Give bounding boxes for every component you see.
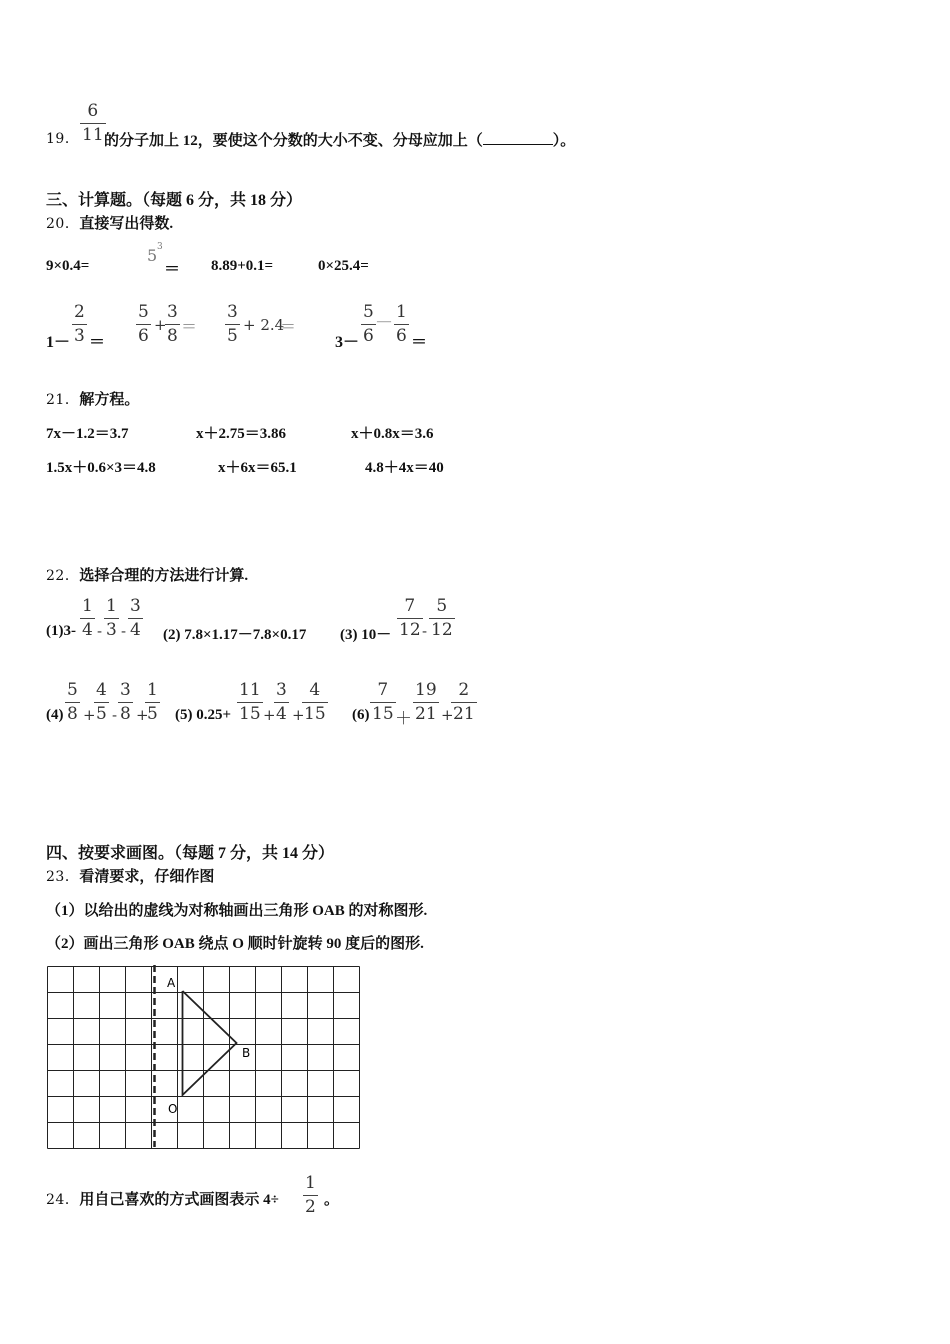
point-o-label: O xyxy=(168,1102,178,1116)
fraction-3-4-b: 3 4 xyxy=(276,680,287,724)
p6-label: (6) xyxy=(352,707,370,723)
q20-r2-c-equals: ＝ xyxy=(280,319,297,336)
fraction-7-15: 7 15 xyxy=(372,680,394,724)
fraction-3-4: 3 4 xyxy=(130,596,141,640)
fraction-19-21: 19 21 xyxy=(415,680,437,724)
fraction-1-3: 1 3 xyxy=(106,596,117,640)
requirement-2: （2）画出三角形 OAB 绕点 O 顺时针旋转 90 度后的图形. xyxy=(46,936,424,952)
question-23-heading: 23．看清要求，仔细作图 xyxy=(46,869,215,885)
fraction-6-11: 6 11 xyxy=(82,101,104,145)
p3-label: (3) 10－ xyxy=(340,627,392,643)
q20-item-a: 9×0.4= xyxy=(46,258,90,274)
q20-item-b-exponent: 3 xyxy=(157,242,163,252)
question-number: 19． xyxy=(46,131,80,147)
q20-item-b-base: 5 xyxy=(147,246,158,265)
fraction-2-21: 2 21 xyxy=(453,680,475,724)
q20-r2-a-prefix: 1－ xyxy=(46,334,71,351)
q20-r2-d-equals: ＝ xyxy=(411,334,428,351)
p6-op2: + xyxy=(441,706,454,724)
p3-op1: - xyxy=(422,622,428,640)
minus-sign: — xyxy=(377,314,391,329)
point-a-label: A xyxy=(167,976,176,990)
triangle-oab xyxy=(183,991,237,1095)
fraction-5-6-b: 5 6 xyxy=(363,302,374,346)
q20-r2-c-rest: + 2.4 xyxy=(243,316,285,334)
p4-label: (4) xyxy=(46,707,64,723)
plus-sign: + xyxy=(154,316,167,334)
grid-lines xyxy=(48,967,360,1149)
equation-4: 1.5x＋0.6×3＝4.8 xyxy=(46,460,156,476)
q20-item-b-equals: ＝ xyxy=(164,261,181,278)
equation-1: 7x－1.2＝3.7 xyxy=(46,426,129,442)
answer-blank[interactable] xyxy=(483,132,553,145)
p2-expression: (2) 7.8×1.17－7.8×0.17 xyxy=(163,627,307,643)
fraction-5-6: 5 6 xyxy=(138,302,149,346)
q20-item-d: 0×25.4= xyxy=(318,258,369,274)
p1-op2: - xyxy=(121,622,127,640)
p5-label: (5) 0.25+ xyxy=(175,707,232,723)
fraction-1-2: 1 2 xyxy=(305,1173,316,1217)
p6-op1: ＋ xyxy=(395,709,412,729)
fraction-1-4: 1 4 xyxy=(82,596,93,640)
fraction-4-5: 4 5 xyxy=(96,680,107,724)
q20-item-c: 8.89+0.1= xyxy=(211,258,274,274)
equation-3: x＋0.8x＝3.6 xyxy=(351,426,434,442)
question-21-heading: 21．解方程。 xyxy=(46,392,140,408)
drawing-grid xyxy=(46,965,374,1149)
question-20-heading: 20．直接写出得数. xyxy=(46,216,174,232)
equation-2: x＋2.75＝3.86 xyxy=(196,426,287,442)
p4-op2: - xyxy=(112,706,118,724)
question-19-text: 的分子加上 12，要使这个分数的大小不变、分母应加上（ ）。 xyxy=(104,133,576,149)
p5-op1: + xyxy=(263,706,276,724)
section-4-title: 四、按要求画图。（每题 7 分，共 14 分） xyxy=(46,845,335,862)
point-b-label: B xyxy=(242,1046,251,1060)
p1-op1: - xyxy=(97,622,103,640)
fraction-3-5: 3 5 xyxy=(227,302,238,346)
fraction-5-12: 5 12 xyxy=(431,596,453,640)
equation-5: x＋6x＝65.1 xyxy=(218,460,297,476)
question-19 xyxy=(46,128,79,148)
fraction-3-8: 3 8 xyxy=(167,302,178,346)
fraction-11-15: 11 15 xyxy=(239,680,261,724)
fraction-4-15: 4 15 xyxy=(304,680,326,724)
equation-6: 4.8＋4x＝40 xyxy=(365,460,444,476)
p5-op2: + xyxy=(292,706,305,724)
p4-op3: + xyxy=(136,706,149,724)
fraction-5-8: 5 8 xyxy=(67,680,78,724)
q20-r2-d-prefix: 3－ xyxy=(335,334,360,351)
question-24: 24．用自己喜欢的方式画图表示 4÷ xyxy=(46,1192,279,1208)
section-3-title: 三、计算题。（每题 6 分，共 18 分） xyxy=(46,192,303,209)
fraction-1-5: 1 5 xyxy=(147,680,158,724)
q20-r2-a-equals: ＝ xyxy=(89,334,106,351)
requirement-1: （1）以给出的虚线为对称轴画出三角形 OAB 的对称图形. xyxy=(46,903,428,919)
fraction-7-12: 7 12 xyxy=(399,596,421,640)
fraction-2-3: 2 3 xyxy=(74,302,85,346)
question-24-tail: 。 xyxy=(324,1192,340,1208)
p4-op1: + xyxy=(83,706,96,724)
fraction-3-8: 3 8 xyxy=(120,680,131,724)
question-22-heading: 22．选择合理的方法进行计算. xyxy=(46,568,249,584)
q20-r2-b-equals: ＝ xyxy=(181,319,198,336)
p1-label: (1)3- xyxy=(46,623,76,639)
fraction-1-6: 1 6 xyxy=(396,302,407,346)
